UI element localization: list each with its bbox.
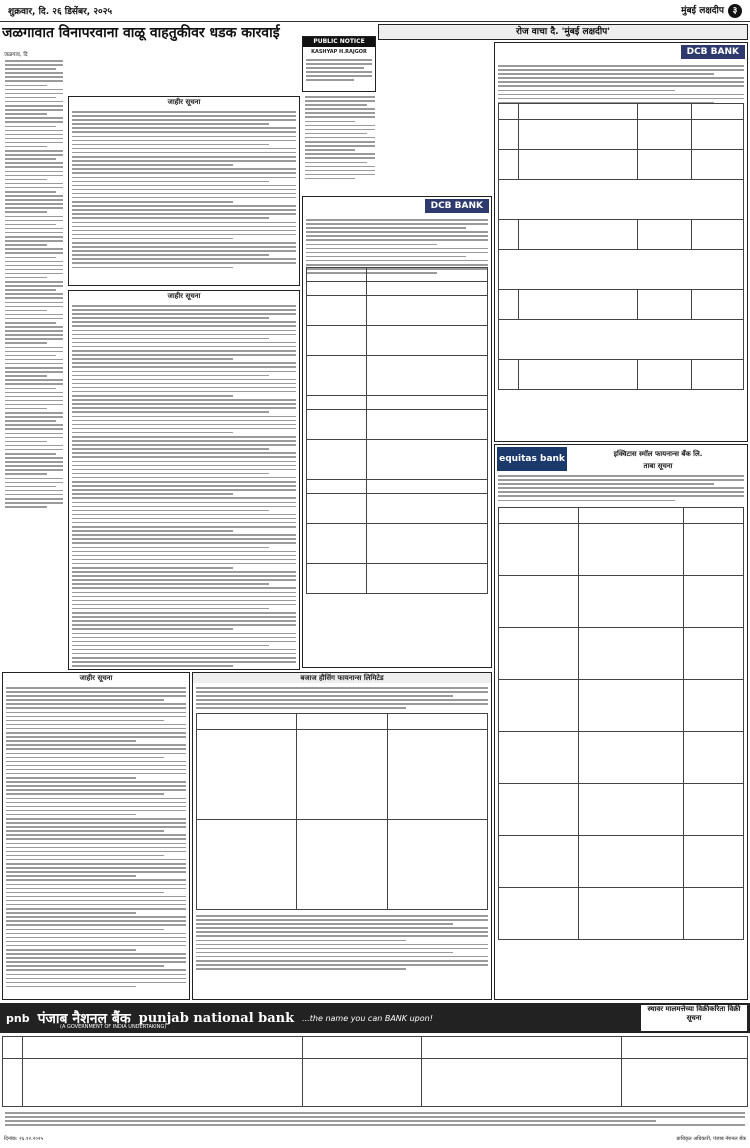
pnb-footnote (2, 1110, 748, 1132)
subscribe-banner: रोज वाचा दै. 'मुंबई लक्षदीप' (378, 24, 748, 40)
pnb-tagline: ...the name you can BANK upon! (302, 1013, 433, 1023)
lead-headline: जळगावात विनापरवाना वाळू वाहतुकीवर धडक कारवाई (2, 25, 280, 41)
public-notice-2: जाहीर सूचना (68, 290, 300, 670)
lead-headline-box (2, 24, 302, 48)
masthead (0, 0, 750, 22)
dcb-notice-left (302, 196, 492, 668)
pnb-sub: (A GOVERNMENT OF INDIA UNDERTAKING) (60, 1024, 167, 1030)
paper-name: मुंबई लक्षदीप ३ (681, 3, 742, 18)
equitas-logo: equitas bank (497, 447, 567, 471)
pnb-logo: pnb (6, 1011, 30, 1025)
equitas-notice: equitas bank इक्विटास स्मॉल फायनान्स बँक लि. ताबा सूचना (494, 444, 748, 1000)
news-brief (302, 94, 378, 194)
equitas-table (498, 507, 744, 940)
dcb-logo-right: DCB BANK (681, 45, 745, 59)
public-notice-1: जाहीर सूचना (68, 96, 300, 286)
dcb-logo: DCB BANK (425, 199, 489, 213)
dcb-table-left (306, 267, 488, 594)
pnb-table (2, 1036, 748, 1107)
footer-place: प्राधिकृत अधिकारी, पंजाब नॅशनल बँक (676, 1136, 746, 1142)
pnb-name-en: punjab national bank (138, 1010, 295, 1026)
pnb-name-mr: पंजाब नैशनल बैंक (37, 1010, 131, 1027)
bajaj-table (196, 713, 488, 910)
dcb-table-right (498, 103, 744, 390)
lead-story-column: जळगाव, दि (2, 50, 66, 570)
footer (2, 1134, 748, 1146)
footer-date: दिनांक: २६.१२.२०२५ (4, 1136, 44, 1142)
dcb-notice-right (494, 42, 748, 442)
pnb-header (0, 1003, 750, 1033)
page-number: ३ (728, 4, 742, 18)
pnb-sale-banner: स्थावर मालमत्तेच्या विक्रीकरिता विक्री सूचना (640, 1004, 748, 1032)
public-notice-3: जाहीर सूचना (2, 672, 190, 1000)
issue-date: शुक्रवार, दि. २६ डिसेंबर, २०२५ (8, 7, 113, 17)
public-notice-kashyap: PUBLIC NOTICE KASHYAP H.RAJGOR (302, 36, 376, 92)
bajaj-notice: बजाज हौसिंग फायनान्स लिमिटेड (192, 672, 492, 1000)
